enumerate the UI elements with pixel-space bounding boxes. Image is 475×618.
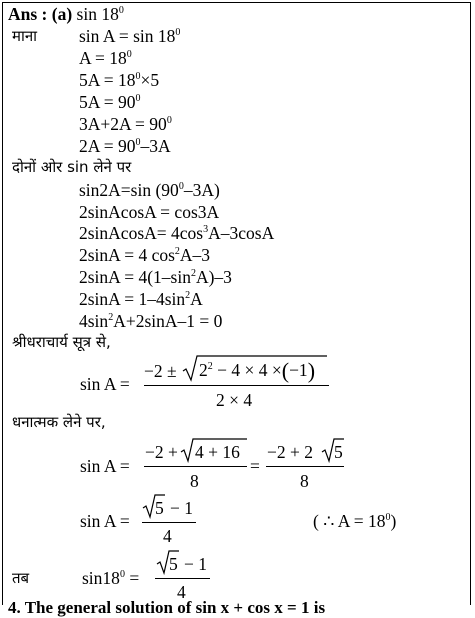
step-12 [79,289,203,309]
step-4-text: 5A = 90 [79,92,136,112]
step-11 [79,267,232,287]
formula-4-den: 4 [177,582,186,602]
fraction-bar [144,385,329,386]
sup: 0 [135,93,141,104]
answer-value: sin 18 [76,4,119,24]
formula-4-lhs [82,568,139,588]
step-9-text-b: A–3cosA [208,223,275,243]
step-10-text-a: 2sinA = 4 cos [79,245,175,265]
step-3-text-b: ×5 [140,70,160,90]
step-13-text-a: 4sin [79,311,109,331]
formula-4-radicand: 5 [169,554,178,574]
step-12-text-a: 2sinA = 1–4sin [79,289,186,309]
formula-1-num-a: −2 ± [144,361,177,381]
answer-line [8,4,124,24]
next-question: 4. The general solution of sin x + cos x = 1 is [8,598,326,617]
sup: 2 [185,290,191,301]
formula-3-lhs: sin A = [80,511,130,531]
rad-base: 2 [199,360,208,380]
step-6-text-a: 2A = 90 [79,136,136,156]
formula-1-lhs: sin A = [80,374,130,394]
note-text: ( ∴ A = 18 [313,511,386,531]
formula-3-num-b: − 1 [170,498,193,518]
formula-2-num-a: −2 + [145,442,178,462]
sup: 2 [108,312,114,323]
step-7-text-a: sin2A=sin (90 [79,180,179,200]
fraction-bar [144,466,247,467]
step-8: 2sinAcosA = cos3A [79,202,220,222]
sup: 2 [174,246,180,257]
step-10-text-b: A–3 [179,245,211,265]
formula-1-den: 2 × 4 [216,390,253,410]
step-6-text-b: –3A [140,136,171,156]
formula-2-lhs: sin A = [80,456,130,476]
step-5 [79,114,172,134]
paren-close: ) [307,358,316,383]
step-5-text: 3A+2A = 90 [79,114,167,134]
sup: 0 [135,71,141,82]
formula-4-num-b: − 1 [184,554,207,574]
step-9-text-a: 2sinAcosA= 4cos [79,223,204,243]
formula-1-radicand [199,360,315,381]
step-6 [79,136,171,156]
sup: 2 [190,268,196,279]
step-1-text: sin A = sin 18 [79,26,176,46]
step-9 [79,223,274,243]
sup: 2 [207,361,213,372]
sridhar-label: श्रीधराचार्य सूत्र से, [12,333,111,351]
formula-2-num2-a: −2 + 2 [267,442,313,462]
step-3 [79,70,159,90]
formula-3-radicand: 5 [155,498,164,518]
sup: 0 [178,181,184,192]
step-7 [79,180,220,200]
step-13-text-b: A+2sinA–1 = 0 [113,311,223,331]
step-3-text-a: 5A = 18 [79,70,136,90]
mana-label: माना [12,27,38,45]
step-2 [79,48,132,68]
tab-label: तब [12,569,30,587]
lhs-text: sin18 [82,568,120,588]
step-10 [79,245,210,265]
formula-3-den: 4 [163,526,172,546]
answer-degree: 0 [118,5,124,16]
fraction-bar [266,466,344,467]
step-11-text-a: 2sinA = 4(1–sin [79,267,191,287]
both-sides-label: दोनों ओर sin लेने पर [12,158,132,176]
paren-open: ( [281,358,290,383]
sup: 0 [119,569,125,580]
step-12-text-b: A [190,289,203,309]
positive-label: धनात्मक लेने पर, [12,413,106,431]
eq: = [129,568,140,588]
step-1 [79,26,180,46]
note-close: ) [390,511,397,531]
sup: 0 [385,512,391,523]
formula-2-den-2: 8 [300,471,309,491]
formula-3-note [313,511,396,531]
fraction-bar [155,578,210,579]
step-7-text-b: –3A) [183,180,220,200]
formula-2-radicand-2: 5 [334,442,343,462]
answer-label: Ans : (a) [8,4,73,24]
formula-2-radicand: 4 + 16 [195,442,240,462]
fraction-bar [142,522,196,523]
rad-neg: −1 [289,360,308,380]
answer-box [2,2,471,605]
step-11-text-b: A)–3 [195,267,232,287]
sup: 3 [203,224,209,235]
sup: 0 [126,49,132,60]
sup: 0 [175,27,181,38]
rad-mid: − 4 × 4 × [217,360,282,380]
step-2-text: A = 18 [79,48,127,68]
step-13 [79,311,222,331]
sup: 0 [166,115,172,126]
formula-2-den: 8 [190,471,199,491]
sup: 0 [135,137,141,148]
step-4 [79,92,141,112]
formula-2-eq: = [250,456,260,476]
